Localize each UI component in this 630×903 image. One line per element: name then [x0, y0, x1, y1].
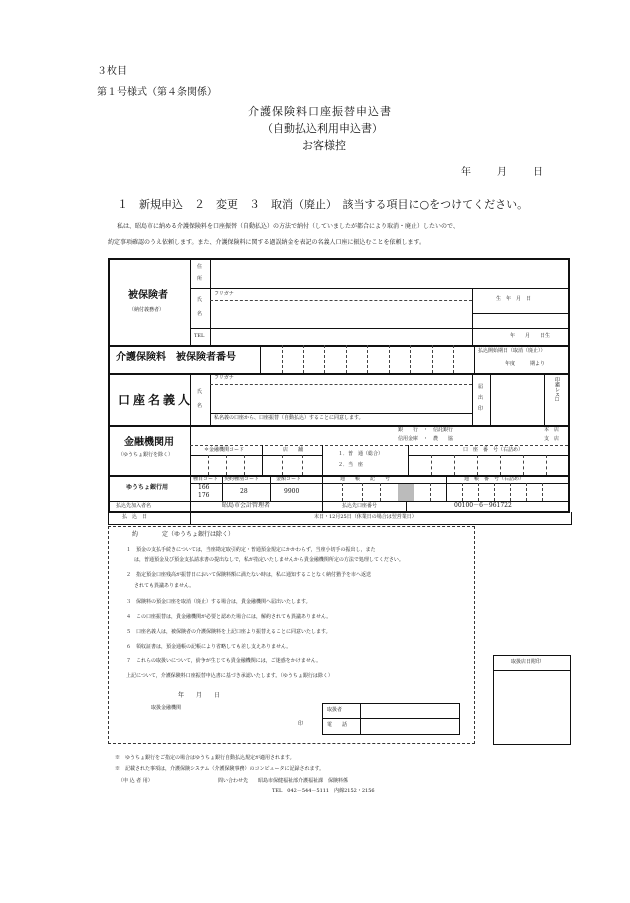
payment-date-label: 払 込 日	[122, 514, 148, 520]
store-label: 店 舗	[283, 447, 304, 453]
payee-name-value: 昭島市会計管理者	[222, 502, 271, 509]
term-2b: されても異議ありません。	[134, 583, 195, 589]
insured-label: 被保険者	[128, 290, 168, 301]
bank-code-label: ＊金融機関コード	[204, 447, 245, 453]
payee-name-label: 払込先加入者名	[116, 503, 152, 509]
tel-label: TEL	[194, 333, 205, 339]
holder-name-field[interactable]	[212, 386, 470, 411]
insured-name-field[interactable]	[212, 302, 470, 326]
bank-tel-label: 電 話	[327, 722, 348, 728]
seal-label-2: 出	[478, 395, 484, 401]
term-6: ６ 領収証書は，預金通帳の記帳により省略しても差し支えありません。	[126, 644, 292, 650]
account-type-ordinary[interactable]: １．普 通（総合）	[338, 451, 384, 457]
insured-number-label: 介護保険料 被保険者番号	[116, 352, 236, 363]
amount-code-label: 金額コード	[276, 476, 302, 482]
account-type-current[interactable]: ２．当 座	[338, 462, 364, 468]
term-7: ７ これらの取扱いについて，紛争が生じても貴金融機関には，ご迷惑をかけません。	[126, 658, 322, 664]
passbook-symbol-field[interactable]	[324, 485, 444, 500]
contact-info: 問い合わせ先 昭島市保健福祉部介護福祉課 保険料係	[218, 778, 349, 784]
applicant-copy-label: （申 込 者 用）	[118, 778, 153, 784]
page-title: 介護保険料口座振替申込書	[248, 105, 392, 118]
account-number-label: 口 座 番 号（右詰め）	[463, 447, 524, 453]
passbook-number-label: 通 帳 番 号（右詰め）	[464, 476, 525, 482]
insured-sublabel: （納付義務者）	[129, 307, 165, 313]
address-label-2: 所	[197, 276, 203, 282]
date-month: 月	[497, 167, 507, 178]
bank-label: 金融機関用	[124, 437, 174, 448]
payee-account-label: 払込先口座番号	[342, 503, 378, 509]
branch-sub: 支 店	[544, 436, 560, 442]
insured-name-label: 氏	[197, 297, 203, 303]
branch-main: 本 店	[544, 427, 560, 433]
birth-label: 生 年 月 日	[496, 296, 532, 302]
amount-code-value: 9900	[284, 488, 300, 495]
copy-label: お客様控	[302, 139, 346, 152]
contract-code-value: 28	[240, 488, 248, 495]
passbook-number-field[interactable]	[448, 485, 566, 500]
insured-number-field[interactable]	[262, 347, 472, 371]
holder-furigana-label: フリガナ	[214, 375, 234, 381]
handler-label: 取扱者	[327, 707, 343, 713]
bank-tel-field[interactable]	[362, 720, 456, 733]
intro-line-1: 私は、昭島市に納める介護保険料を口座振替（自動払込）の方法で納付（していましたが都合により取消・廃止）したいので、	[117, 223, 459, 230]
bank-seal-label: 印	[298, 721, 304, 727]
bank-sublabel: （ゆうちょ銀行を除く）	[118, 452, 174, 458]
type-code-166: 166	[198, 484, 210, 491]
tel-field[interactable]	[212, 330, 470, 344]
type-code-176: 176	[198, 492, 210, 499]
consent-text: 私名義の口座から、口座振替（自動払込）することに同意します。	[214, 415, 364, 421]
holder-name-label-2: 名	[197, 403, 203, 409]
term-1b: は，普通預金及び預金支払請求書の提出なしで，私が指定いたしませんから貴金融機関所定の方法で処理してください。	[134, 557, 404, 563]
start-date-label: 払込開始期日（取消（廃止））	[478, 348, 546, 354]
date-day: 日	[533, 167, 543, 178]
note-2: ※ 記載された事項は，介護保険システム（介護保険事務）のコンピュータに記録されます。	[115, 766, 325, 772]
handling-bank-label: 取扱金融機関	[151, 705, 182, 711]
intro-line-2: 約定事項確認のうえ依頼します。また、介護保険料に関する過誤納金を表記の名義人口座に振込むことを依頼します。	[108, 239, 426, 246]
bank-types-1: 銀 行 ・ 信託銀行	[398, 427, 454, 433]
request-type-options: １ 新規申込 ２ 変更 ３ 取消（廃止） 該当する項目に○をつけてください。	[117, 198, 529, 211]
store-code-field[interactable]	[264, 457, 320, 473]
account-number-field[interactable]	[410, 457, 566, 473]
bank-types-2: 信用金庫 ・ 農 協	[398, 436, 454, 442]
terms-summary: 上記について，介護保険料口座振替申込書に基づき承認いたします。（ゆうちょ銀行は除く）	[126, 673, 333, 679]
holder-name-label: 氏	[197, 389, 203, 395]
term-2a: ２ 指定預金口座残高が振替日において保険料額に満たない時は，私に通知することなく納付猶予を市へ返送	[126, 572, 372, 578]
start-date-field[interactable]: 年度 期より	[505, 361, 546, 367]
bank-name-field[interactable]	[192, 427, 392, 444]
contract-code-label: 契約種別コード	[224, 476, 260, 482]
insured-furigana-label: フリガナ	[214, 291, 234, 297]
account-holder-label: 口座名義人	[118, 393, 194, 407]
form-number: 第１号様式（第４条関係）	[97, 87, 217, 98]
note-1: ※ ゆうちょ銀行をご指定の場合はゆうちょ銀行自動払込規定が適用されます。	[115, 755, 295, 761]
seal-less-checkbox[interactable]: 印鑑レス☐	[554, 377, 560, 403]
address-field[interactable]	[212, 262, 568, 286]
term-1a: １ 預金の支払手続きについては，当座勘定取引約定・普通預金規定にかかわらず，当座小切手の振出し，また	[126, 547, 376, 553]
branch-date-stamp-label: 取扱店日附印	[511, 659, 542, 665]
bank-code-field[interactable]	[192, 457, 260, 473]
term-3: ３ 保険料の預金口座を取消（廃止）する場合は，貴金融機関へ届出いたします。	[126, 599, 311, 605]
date-year: 年	[461, 167, 471, 178]
term-5: ５ 口座名義人は，被保険者の介護保険料を上記口座より振替えることに同意いたします。	[126, 629, 331, 635]
handler-field[interactable]	[362, 704, 456, 717]
seal-label-3: 印	[478, 406, 484, 412]
contact-tel: TEL 042－544－5111 内線2152・2156	[272, 788, 375, 794]
branch-date-stamp-box[interactable]	[493, 655, 571, 745]
yucho-label: ゆうちょ銀行用	[126, 484, 169, 491]
payee-account-value: 00100－6－961722	[454, 502, 512, 509]
seal-label-1: 届	[478, 384, 484, 390]
term-4: ４ この口座振替は，貴金融機関が必要と認めた場合には，解約されても異議ありません。	[126, 614, 332, 620]
terms-heading: 約 定（ゆうちょ銀行は除く）	[132, 531, 235, 538]
registered-seal-area[interactable]	[492, 375, 542, 423]
type-code-label: 種目コード	[193, 476, 219, 482]
sheet-number: ３枚目	[97, 66, 127, 77]
passbook-symbol-label: 通 帳 記 号	[340, 476, 391, 482]
address-label: 住	[197, 264, 203, 270]
payment-date-value: 末日・12月25日（休業日の場合は翌営業日）	[314, 514, 417, 520]
approval-date-field[interactable]: 年 月 日	[178, 692, 221, 699]
insured-name-label-2: 名	[197, 311, 203, 317]
birth-date-field[interactable]: 年 月 日生	[510, 333, 551, 339]
page-subtitle: （自動払込利用申込書）	[262, 122, 383, 135]
